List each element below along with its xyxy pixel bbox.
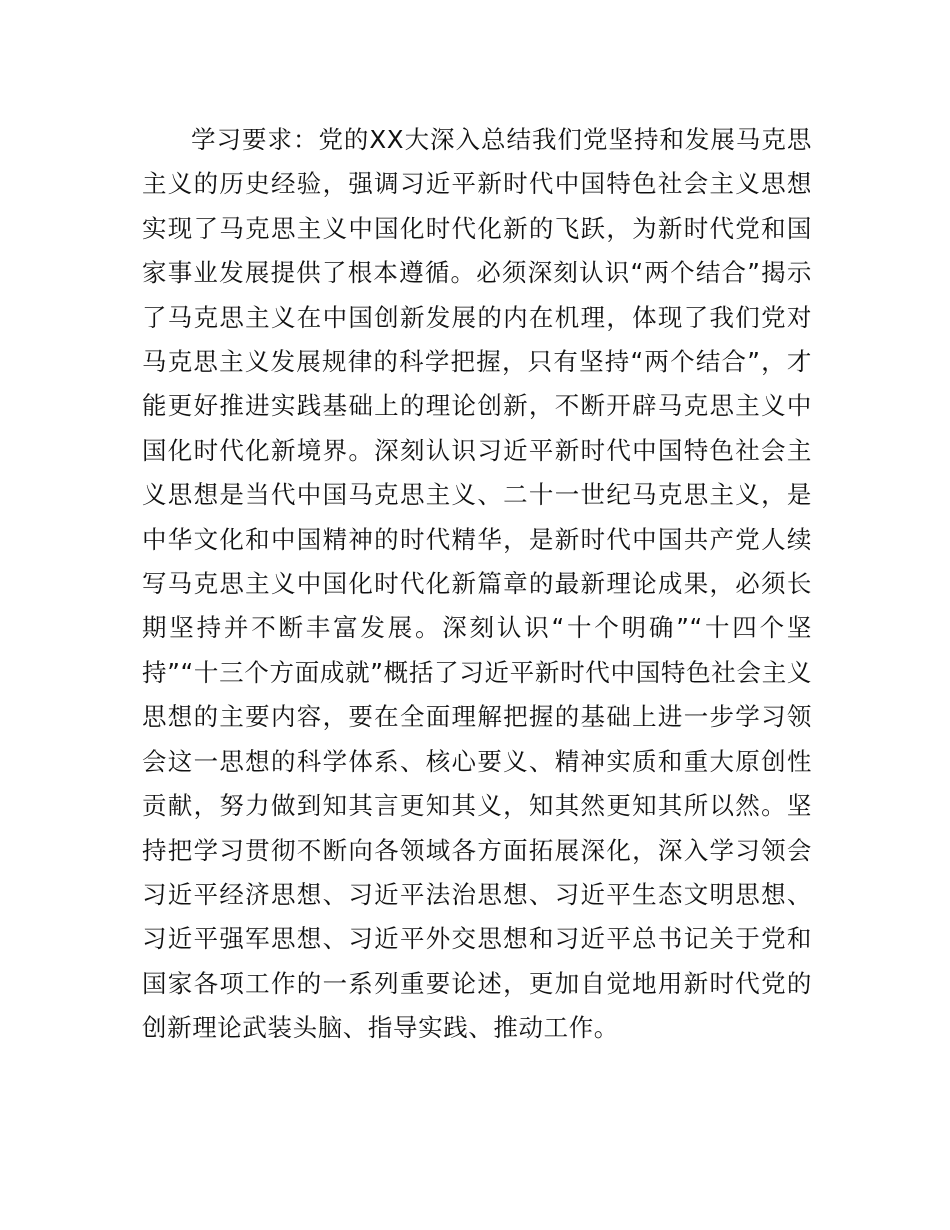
body-paragraph: 学习要求：党的XX大深入总结我们党坚持和发展马克思主义的历史经验，强调习近平新时代中国特色社会主义思想实现了马克思主义中国化时代化新的飞跃，为新时代党和国家事业发展提供了根本遵循。必须深刻认识“两个结合”揭示了马克思主义在中国创新发展的内在机理，体现了我们党对马克思主义发展规律的科学把握，只有坚持“两个结合”，才能更好推进实践基础上的理论创新，不断开辟马克思主义中国化时代化新境界。深刻认识习近平新时代中国特色社会主义思想是当代中国马克思主义、二十一世纪马克思主义，是中华文化和中国精神的时代精华，是新时代中国共产党人续写马克思主义中国化时代化新篇章的最新理论成果，必须长期坚持并不断丰富发展。深刻认识“十个明确”“十四个坚持”“十三个方面成就”概括了习近平新时代中国特色社会主义思想的主要内容，要在全面理解把握的基础上进一步学习领会这一思想的科学体系、核心要义、精神实质和重大原创性贡献，努力做到知其言更知其义，知其然更知其所以然。坚持把学习贯彻不断向各领域各方面拓展深化，深入学习领会习近平经济思想、习近平法治思想、习近平生态文明思想、习近平强军思想、习近平外交思想和习近平总书记关于党和国家各项工作的一系列重要论述，更加自觉地用新时代党的创新理论武装头脑、指导实践、推动工作。 — [142, 125, 812, 1043]
